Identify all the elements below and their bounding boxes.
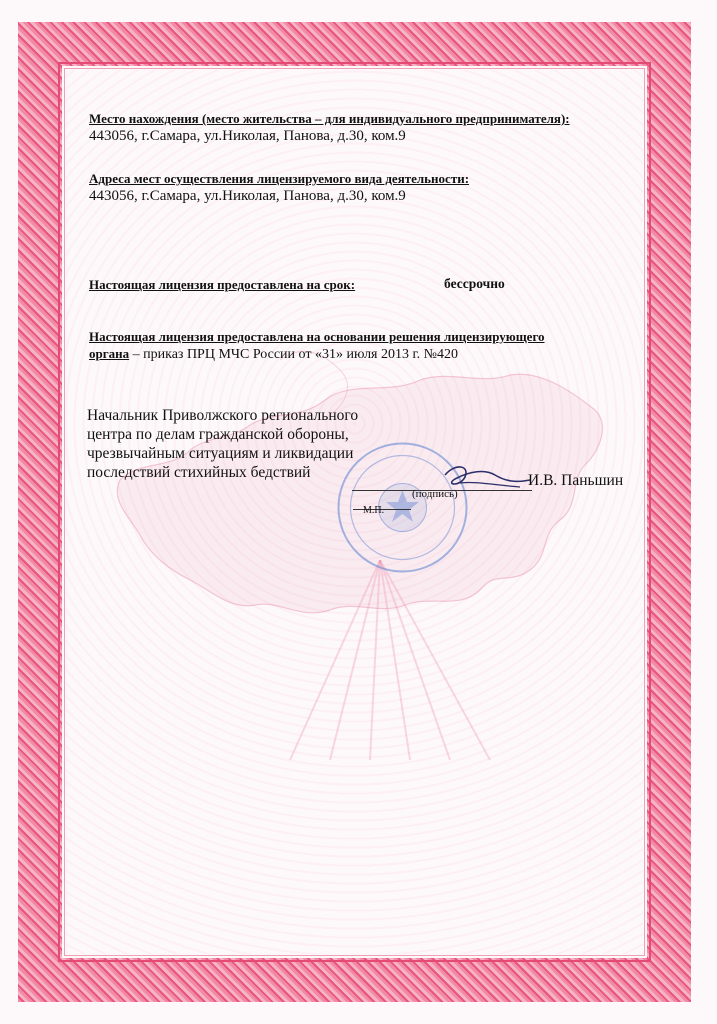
basis-label-line1: Настоящая лицензия предоставлена на основании решения лицензирующего — [89, 329, 545, 344]
signer-name: И.В. Паньшин — [528, 472, 624, 489]
activity-address-label: Адреса мест осуществления лицензируемого вида деятельности: — [89, 171, 470, 186]
signer-position-line: последствий стихийных бедствий — [87, 464, 311, 481]
activity-address-section — [89, 170, 469, 206]
signer-position — [87, 406, 358, 482]
basis-section — [89, 328, 545, 363]
term-value: бессрочно — [444, 276, 505, 291]
signer-position-line: чрезвычайным ситуациям и ликвидации — [87, 445, 354, 462]
signature-caption: (подпись) — [412, 488, 458, 500]
basis-label-line2: органа — [89, 346, 130, 361]
stamp-caption: М.П. — [363, 505, 385, 516]
signer-position-line: центра по делам гражданской обороны, — [87, 426, 349, 443]
term-label: Настоящая лицензия предоставлена на срок: — [89, 277, 356, 292]
location-value: 443056, г.Самара, ул.Николая, Панова, д.30, ком.9 — [89, 128, 406, 144]
location-label: Место нахождения (место жительства – для индивидуального предпринимателя): — [89, 111, 570, 126]
term-section — [89, 276, 355, 294]
basis-value: – приказ ПРЦ МЧС России от «31» июля 2013 г. №420 — [129, 347, 459, 362]
location-section — [89, 110, 570, 146]
activity-address-value: 443056, г.Самара, ул.Николая, Панова, д.30, ком.9 — [89, 188, 406, 204]
signer-position-line: Начальник Приволжского регионального — [87, 407, 359, 424]
rays-watermark — [230, 560, 530, 760]
